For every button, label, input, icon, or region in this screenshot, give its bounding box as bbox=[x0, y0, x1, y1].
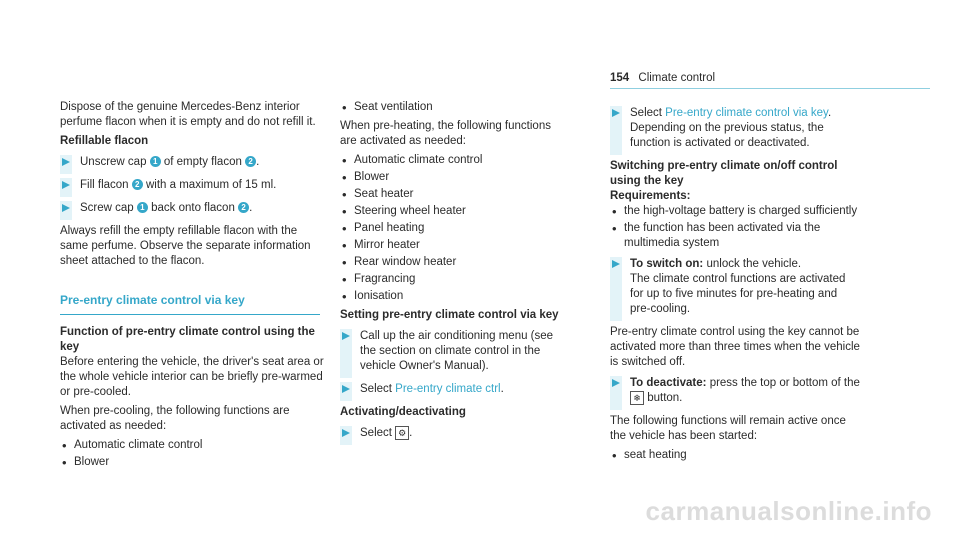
step-text: Fill flacon bbox=[80, 179, 129, 191]
step-fill bbox=[60, 178, 325, 193]
step-call-up-menu bbox=[340, 329, 570, 374]
list-item: • Steering wheel heater bbox=[340, 204, 570, 219]
column-3 bbox=[610, 100, 860, 467]
step-text: Select bbox=[360, 383, 392, 395]
step-text: Select bbox=[630, 107, 662, 119]
requirements-list bbox=[610, 204, 860, 251]
remain-intro: The following functions will remain active once the vehicle has been started: bbox=[610, 415, 846, 443]
step-text: Call up the air conditioning menu (see the section on climate control in the vehicle Owner's Manual). bbox=[360, 330, 554, 372]
list-item: • the function has been activated via the multimedia system bbox=[610, 221, 860, 251]
list-item: • Automatic climate control bbox=[340, 153, 570, 168]
refill-heading: Refillable flacon bbox=[60, 135, 149, 147]
list-item: • Automatic climate control bbox=[60, 438, 325, 453]
page-number: 154 bbox=[610, 72, 630, 84]
list-item: • Ionisation bbox=[340, 289, 570, 304]
step-select-gear: Select ⚙ . bbox=[340, 426, 570, 441]
list-item: • Seat ventilation bbox=[340, 100, 570, 115]
step-arrow-icon bbox=[610, 257, 622, 321]
step-arrow-icon bbox=[60, 201, 72, 220]
list-item: • Mirror heater bbox=[340, 238, 570, 253]
step-text: Depending on the previous status, the function is activated or deactivated. bbox=[630, 122, 824, 149]
section-title: Pre-entry climate control via key bbox=[60, 293, 245, 307]
step-text: Select bbox=[360, 427, 392, 440]
menu-item-link: Pre-entry climate control via key bbox=[665, 107, 828, 119]
step-arrow-icon bbox=[340, 426, 352, 445]
top-list bbox=[340, 100, 570, 115]
list-item: • Panel heating bbox=[340, 221, 570, 236]
step-label: To deactivate: bbox=[630, 377, 707, 389]
callout-1-icon: 1 bbox=[150, 156, 161, 167]
callout-1-icon: 1 bbox=[137, 202, 148, 213]
activating-heading: Activating/deactivating bbox=[340, 406, 466, 418]
step-text: unlock the vehicle. bbox=[706, 258, 802, 270]
callout-2-icon: 2 bbox=[132, 179, 143, 190]
page-title: Climate control bbox=[638, 72, 716, 84]
step-arrow-icon bbox=[610, 376, 622, 410]
step-text: of empty flacon bbox=[163, 156, 242, 168]
step-arrow-icon bbox=[610, 106, 622, 155]
setting-heading: Setting pre-entry climate control via key bbox=[340, 309, 559, 321]
menu-item-link: Pre-entry climate ctrl bbox=[395, 383, 501, 395]
section-rule bbox=[60, 314, 320, 315]
function-heading: Function of pre-entry climate control using the key bbox=[60, 326, 315, 353]
list-item: • seat heating bbox=[610, 448, 860, 463]
step-unscrew: Unscrew cap 1 of empty flacon 2 . bbox=[60, 155, 325, 170]
list-item: • the high-voltage battery is charged sufficiently bbox=[610, 204, 860, 219]
header-rule bbox=[610, 88, 930, 89]
step-select-pre-entry: Select Pre-entry climate ctrl. bbox=[340, 382, 570, 397]
cooling-intro: When pre-cooling, the following functions are activated as needed: bbox=[60, 405, 290, 432]
callout-2-icon: 2 bbox=[238, 202, 249, 213]
step-text: back onto flacon bbox=[151, 202, 235, 214]
step-arrow-icon bbox=[60, 155, 72, 174]
list-item: • Rear window heater bbox=[340, 255, 570, 270]
step-label: To switch on: bbox=[630, 258, 704, 270]
step-arrow-icon bbox=[340, 329, 352, 378]
heating-list bbox=[340, 153, 570, 304]
climate-key-icon: ❄ bbox=[630, 391, 644, 405]
list-item: • Seat heater bbox=[340, 187, 570, 202]
heating-intro: When pre-heating, the following functions are activated as needed: bbox=[340, 120, 551, 147]
column-2 bbox=[340, 100, 570, 449]
gear-icon: ⚙ bbox=[395, 426, 409, 440]
step-switch-on bbox=[610, 257, 860, 317]
requirements-label: Requirements: bbox=[610, 190, 691, 202]
watermark: carmanualsonline.info bbox=[645, 496, 932, 526]
step-text: Unscrew cap bbox=[80, 156, 147, 168]
step-arrow-icon bbox=[340, 382, 352, 401]
intro-text: Dispose of the genuine Mercedes-Benz interior perfume flacon when it is empty and do not refill it. bbox=[60, 101, 316, 128]
callout-2-icon: 2 bbox=[245, 156, 256, 167]
step-detail: The climate control functions are activated for up to five minutes for pre-heating and pre-cooling. bbox=[630, 273, 846, 315]
cooling-list bbox=[60, 438, 325, 470]
column-1 bbox=[60, 100, 325, 474]
list-item: • Blower bbox=[340, 170, 570, 185]
step-select-via-key: Select Pre-entry climate control via key. Depending on the previous status, the function is activated or deactivated. bbox=[610, 106, 860, 151]
key-note: Pre-entry climate control using the key cannot be activated more than three times when the vehicle is switched off. bbox=[610, 326, 860, 368]
step-text: with a maximum of 15 ml. bbox=[145, 179, 277, 191]
step-deactivate bbox=[610, 376, 860, 406]
step-text: press the top or bottom of the bbox=[709, 377, 860, 389]
list-item: • Blower bbox=[60, 455, 325, 470]
list-item: • Fragrancing bbox=[340, 272, 570, 287]
step-screw: Screw cap 1 back onto flacon 2 . bbox=[60, 201, 325, 216]
step-text: button. bbox=[647, 392, 683, 405]
always-text: Always refill the empty refillable flacon with the same perfume. Observe the separate information sheet attached to the flacon. bbox=[60, 225, 311, 267]
page-header bbox=[610, 72, 715, 84]
before-text: Before entering the vehicle, the driver's seat area or the whole vehicle interior can be briefly pre-warmed or pre-cooled. bbox=[60, 356, 324, 398]
remain-list bbox=[610, 448, 860, 463]
step-text: Screw cap bbox=[80, 202, 134, 214]
step-arrow-icon bbox=[60, 178, 72, 197]
switching-heading: Switching pre-entry climate on/off control using the key bbox=[610, 160, 838, 187]
